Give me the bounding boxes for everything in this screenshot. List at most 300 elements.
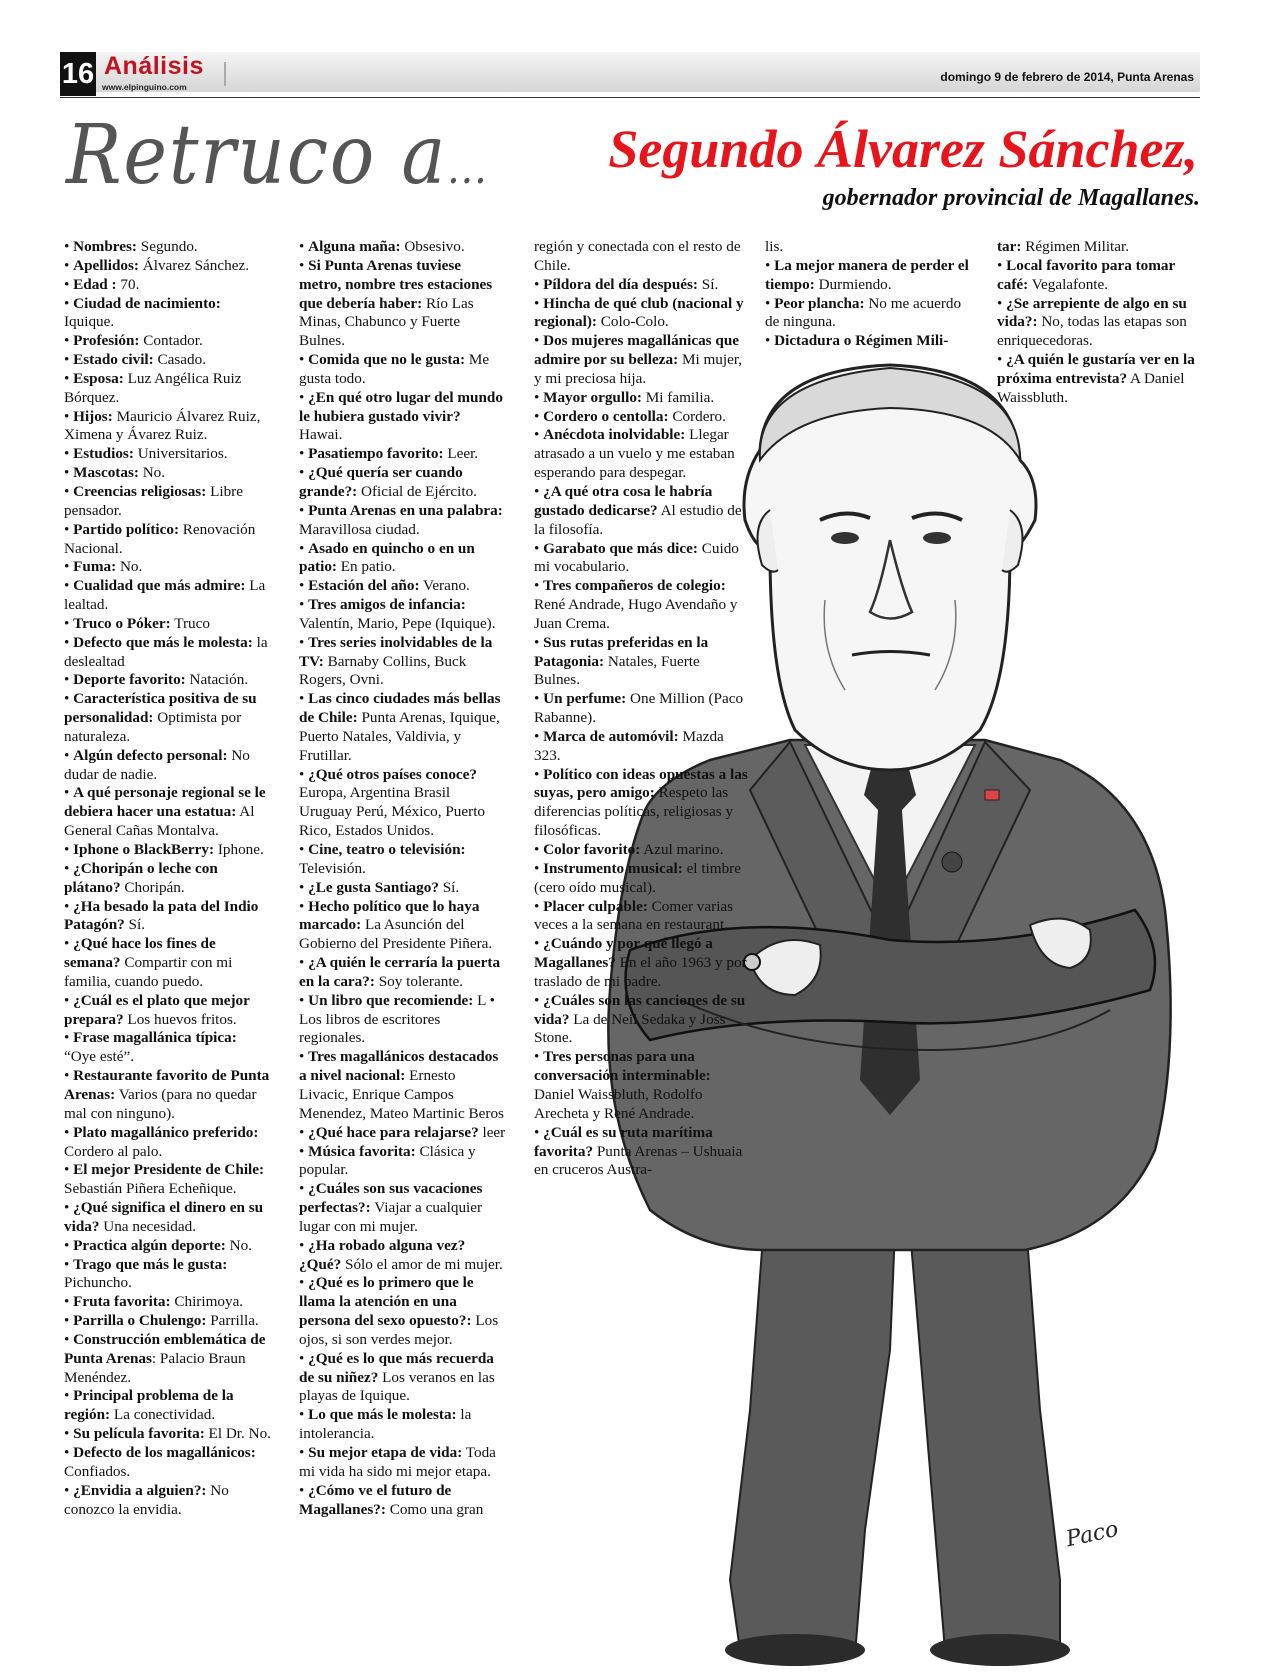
bullet-icon: • bbox=[64, 1444, 74, 1461]
qa-answer: Sólo el amor de mi mujer. bbox=[341, 1255, 503, 1273]
qa-item bbox=[64, 1331, 272, 1388]
bullet-icon: • bbox=[534, 690, 544, 708]
qa-question: Estudios: bbox=[73, 445, 134, 463]
bullet-icon: • bbox=[64, 238, 74, 255]
qa-item bbox=[299, 766, 507, 841]
bullet-icon: • bbox=[64, 482, 74, 500]
qa-question: Garabato que más dice: bbox=[543, 539, 698, 557]
artist-signature: Paco bbox=[1063, 1516, 1121, 1553]
bullet-icon: • bbox=[534, 539, 544, 557]
qa-question: Pasatiempo favorito: bbox=[308, 445, 444, 463]
bullet-icon: • bbox=[64, 1161, 74, 1179]
qa-item bbox=[64, 1161, 272, 1199]
bullet-icon: • bbox=[299, 991, 309, 1009]
qa-item bbox=[534, 276, 748, 295]
qa-item bbox=[534, 860, 748, 898]
bullet-icon: • bbox=[534, 727, 544, 745]
website-label: www.elpinguino.com bbox=[102, 82, 187, 92]
bullet-icon: • bbox=[64, 294, 74, 312]
bullet-icon: • bbox=[534, 482, 544, 500]
qa-item bbox=[64, 351, 272, 370]
qa-question: Edad : bbox=[73, 275, 117, 293]
qa-item bbox=[997, 257, 1197, 295]
qa-answer: Me gusta todo. bbox=[299, 351, 490, 387]
qa-item bbox=[64, 841, 272, 860]
qa-item bbox=[534, 238, 748, 276]
qa-item bbox=[64, 992, 272, 1030]
qa-question: Asado en quincho o en un patio: bbox=[299, 539, 475, 576]
bullet-icon: • bbox=[64, 614, 74, 632]
qa-answer: Maravillosa ciudad. bbox=[299, 520, 420, 538]
qa-question: ¿Cuándo y por qué llegó a Magallanes? bbox=[534, 935, 713, 972]
qa-question: Tres magallánicos destacados a nivel nacional: bbox=[299, 1048, 499, 1085]
qa-item bbox=[64, 935, 272, 992]
qa-item bbox=[299, 1124, 507, 1143]
qa-question: Hincha de qué club (nacional y regional): bbox=[534, 294, 744, 331]
qa-item bbox=[299, 1237, 507, 1275]
qa-answer: René Andrade, Hugo Avendaño y Juan Crema. bbox=[534, 596, 738, 632]
bullet-icon: • bbox=[997, 294, 1007, 312]
bullet-icon: • bbox=[299, 351, 309, 369]
bullet-icon: • bbox=[299, 596, 309, 614]
bullet-icon: • bbox=[299, 1123, 309, 1141]
qa-question: Anécdota inolvidable: bbox=[543, 426, 686, 444]
qa-item bbox=[534, 295, 748, 333]
qa-question: Parrilla o Chulengo: bbox=[73, 1312, 207, 1330]
qa-answer: Sebastián Piñera Echeñique. bbox=[64, 1180, 237, 1198]
bullet-icon: • bbox=[299, 765, 309, 783]
qa-item bbox=[64, 408, 272, 446]
interviewee-role: gobernador provincial de Magallanes. bbox=[822, 185, 1200, 211]
qa-answer: One Million (Paco Rabanne). bbox=[534, 690, 744, 727]
qa-column-2 bbox=[299, 238, 507, 1519]
qa-question: ¿Qué hace los fines de semana? bbox=[64, 935, 216, 972]
bullet-icon: • bbox=[64, 991, 74, 1009]
bullet-icon: • bbox=[64, 1236, 74, 1254]
qa-question: Mayor orgullo: bbox=[543, 388, 642, 406]
bullet-icon: • bbox=[299, 633, 309, 651]
qa-answer: No dudar de nadie. bbox=[64, 746, 250, 783]
qa-item bbox=[534, 898, 748, 936]
bullet-icon: • bbox=[534, 1123, 544, 1141]
qa-question: Comida que no le gusta: bbox=[308, 351, 466, 369]
qa-answer: Confiados. bbox=[64, 1462, 131, 1480]
qa-question: Defecto que más le molesta: bbox=[73, 633, 253, 651]
bullet-icon: • bbox=[64, 841, 74, 858]
qa-answer: Mi familia. bbox=[641, 388, 715, 406]
qa-answer: Universitarios. bbox=[133, 445, 228, 463]
qa-answer: Oficial de Ejército. bbox=[357, 482, 477, 500]
qa-answer: Viajar a cualquier lugar con mi mujer. bbox=[299, 1199, 483, 1235]
qa-question: Plato magallánico preferido: bbox=[73, 1123, 259, 1141]
qa-answer: A Daniel Waissbluth. bbox=[997, 369, 1185, 406]
qa-answer: No, todas las etapas son enriquecedoras. bbox=[997, 313, 1187, 350]
qa-answer: Cordero al palo. bbox=[64, 1142, 163, 1160]
qa-answer: Leer. bbox=[443, 445, 479, 463]
qa-item bbox=[299, 502, 507, 540]
qa-item bbox=[64, 671, 272, 690]
qa-answer: Vegalafonte. bbox=[1028, 275, 1109, 293]
bullet-icon: • bbox=[64, 1067, 74, 1085]
bullet-icon: • bbox=[64, 275, 74, 293]
qa-answer: Como una gran bbox=[385, 1500, 484, 1518]
bullet-icon: • bbox=[64, 1330, 74, 1348]
bullet-icon: • bbox=[64, 1387, 74, 1405]
bullet-icon: • bbox=[64, 520, 74, 538]
qa-question: Estación del año: bbox=[308, 577, 420, 595]
qa-question: A qué personaje regional se le debiera hacer una estatua: bbox=[64, 784, 266, 821]
qa-question: Deporte favorito: bbox=[73, 671, 186, 689]
qa-answer: “Oye esté”. bbox=[64, 1048, 134, 1066]
qa-answer: región y conectada con el resto de Chile. bbox=[534, 238, 741, 274]
qa-answer: Iphone. bbox=[214, 841, 264, 858]
qa-item bbox=[299, 1350, 507, 1407]
qa-answer: No. bbox=[225, 1236, 252, 1254]
header-rule bbox=[60, 97, 1200, 98]
qa-question: ¿A qué otra cosa le habría gustado dedicarse? bbox=[534, 482, 713, 519]
qa-answer: Natación. bbox=[185, 671, 249, 689]
qa-answer: Valentín, Mario, Pepe (Iquique). bbox=[299, 614, 496, 632]
qa-question: ¿A quién le gustaría ver en la próxima entrevista? bbox=[997, 351, 1195, 387]
qa-answer: La Asunción del Gobierno del Presidente Piñera. bbox=[299, 916, 493, 953]
qa-answer: El Dr. No. bbox=[204, 1425, 271, 1443]
qa-item bbox=[299, 1406, 507, 1444]
bullet-icon: • bbox=[64, 256, 74, 274]
bullet-icon: • bbox=[64, 1199, 74, 1217]
qa-question: Profesión: bbox=[73, 332, 140, 350]
publication-logo: Análisis bbox=[104, 52, 204, 80]
qa-answer: Mazda 323. bbox=[534, 727, 724, 764]
qa-question: Instrumento musical: bbox=[543, 859, 683, 877]
qa-item bbox=[997, 351, 1197, 408]
qa-item bbox=[299, 898, 507, 955]
bullet-icon: • bbox=[64, 464, 74, 482]
qa-item bbox=[299, 351, 507, 389]
qa-question: Defecto de los magallánicos: bbox=[73, 1444, 256, 1461]
qa-item bbox=[534, 690, 748, 728]
qa-question: La mejor manera de perder el tiempo: bbox=[765, 256, 969, 293]
bullet-icon: • bbox=[64, 1481, 74, 1499]
qa-question: Practica algún deporte: bbox=[73, 1236, 226, 1254]
qa-question: Estado civil: bbox=[73, 351, 154, 369]
interviewee-name: Segundo Álvarez Sánchez, bbox=[608, 119, 1198, 179]
bullet-icon: • bbox=[534, 991, 544, 1009]
qa-item bbox=[64, 784, 272, 841]
qa-answer: Al General Cañas Montalva. bbox=[64, 803, 255, 840]
qa-question: Su mejor etapa de vida: bbox=[308, 1444, 463, 1461]
qa-question: ¿Le gusta Santiago? bbox=[308, 878, 439, 896]
qa-item bbox=[64, 1293, 272, 1312]
qa-question: Partido político: bbox=[73, 520, 179, 538]
bullet-icon: • bbox=[64, 671, 74, 689]
qa-question: Hijos: bbox=[73, 407, 113, 425]
qa-question: ¿Cuál es el plato que mejor prepara? bbox=[64, 991, 250, 1028]
bullet-icon: • bbox=[299, 445, 309, 463]
qa-item bbox=[64, 615, 272, 634]
qa-item bbox=[299, 596, 507, 634]
bullet-icon: • bbox=[64, 351, 74, 369]
qa-answer: No. bbox=[116, 558, 143, 576]
qa-answer: Natales, Fuerte Bulnes. bbox=[534, 652, 700, 689]
qa-question: Iphone o BlackBerry: bbox=[73, 841, 215, 858]
qa-item bbox=[299, 577, 507, 596]
qa-question: El mejor Presidente de Chile: bbox=[73, 1161, 265, 1179]
qa-answer: Libre pensador. bbox=[64, 482, 243, 519]
bullet-icon: • bbox=[64, 332, 74, 350]
qa-item bbox=[64, 464, 272, 483]
qa-question: ¿Cuáles son las canciones de su vida? bbox=[534, 991, 746, 1028]
qa-answer: Punta Arenas – Ushuaia en cruceros Austra- bbox=[534, 1142, 743, 1179]
qa-item bbox=[299, 1180, 507, 1237]
qa-question: Dictadura o Régimen Mili- bbox=[774, 332, 949, 350]
bullet-icon: • bbox=[299, 690, 309, 708]
qa-answer: Una necesidad. bbox=[99, 1217, 197, 1235]
qa-question: Construcción emblemática de Punta Arenas bbox=[64, 1330, 266, 1367]
bullet-icon: • bbox=[64, 1255, 74, 1273]
qa-question: Truco o Póker: bbox=[73, 614, 171, 632]
qa-question: Si Punta Arenas tuviese metro, nombre tres estaciones que debería haber: bbox=[299, 256, 493, 312]
qa-answer: Casado. bbox=[153, 351, 207, 369]
qa-answer: Segundo. bbox=[136, 238, 198, 255]
qa-item bbox=[64, 295, 272, 333]
qa-item bbox=[299, 634, 507, 691]
qa-question: ¿Qué es lo primero que le llama la atención en una persona del sexo opuesto?: bbox=[299, 1274, 474, 1330]
bullet-icon: • bbox=[299, 897, 309, 915]
bullet-icon: • bbox=[534, 1048, 544, 1066]
bullet-icon: • bbox=[299, 256, 309, 274]
qa-question: Cine, teatro o televisión: bbox=[308, 841, 466, 858]
qa-question: Un perfume: bbox=[543, 690, 627, 708]
bullet-icon: • bbox=[64, 369, 74, 387]
qa-question: ¿Se arrepiente de algo en su vida?: bbox=[997, 294, 1187, 331]
qa-item bbox=[534, 992, 748, 1049]
qa-item bbox=[534, 1048, 748, 1123]
qa-item bbox=[299, 389, 507, 446]
bullet-icon: • bbox=[534, 407, 544, 425]
qa-question: Música favorita: bbox=[308, 1142, 416, 1160]
qa-item bbox=[534, 728, 748, 766]
qa-question: ¿A quién le cerraría la puerta en la cara?: bbox=[299, 954, 501, 990]
qa-answer: Punta Arenas, Iquique, Puerto Natales, Valdivia, y Frutillar. bbox=[299, 709, 500, 764]
qa-question: Tres series inolvidables de la TV: bbox=[299, 633, 493, 670]
qa-answer: En el año 1963 y por traslado de mi padre. bbox=[534, 954, 747, 990]
qa-answer: Contador. bbox=[139, 332, 203, 350]
section-title-prep: a bbox=[401, 108, 448, 203]
bullet-icon: • bbox=[299, 1180, 309, 1198]
qa-answer: Hawai. bbox=[299, 426, 343, 444]
qa-item bbox=[534, 332, 748, 389]
qa-answer: Televisión. bbox=[299, 859, 366, 877]
bullet-icon: • bbox=[299, 1142, 309, 1160]
bullet-icon: • bbox=[64, 784, 74, 802]
section-title-dots: ... bbox=[447, 143, 488, 194]
qa-item bbox=[534, 935, 748, 992]
bullet-icon: • bbox=[64, 1425, 74, 1443]
qa-question: Característica positiva de su personalidad: bbox=[64, 690, 257, 727]
qa-question: ¿Qué es lo que más recuerda de su niñez? bbox=[299, 1349, 494, 1386]
bullet-icon: • bbox=[64, 1312, 74, 1330]
bullet-icon: • bbox=[765, 256, 775, 274]
bullet-icon: • bbox=[299, 1481, 309, 1499]
qa-item bbox=[299, 1048, 507, 1123]
qa-answer: Ernesto Livacic, Enrique Campos Menendez, Mateo Martinic Beros bbox=[299, 1067, 504, 1122]
bullet-icon: • bbox=[299, 878, 309, 896]
qa-item bbox=[534, 408, 748, 427]
qa-question: Ciudad de nacimiento: bbox=[73, 294, 221, 312]
bullet-icon: • bbox=[299, 501, 309, 519]
qa-answer: Llegar atrasado a un vuelo y me estaban esperando para despegar. bbox=[534, 426, 735, 482]
qa-answer: No. bbox=[138, 464, 166, 482]
bullet-icon: • bbox=[64, 558, 74, 576]
qa-item bbox=[299, 992, 507, 1049]
qa-question: Un libro que recomiende: bbox=[308, 991, 474, 1009]
bullet-icon: • bbox=[534, 841, 544, 858]
qa-answer: La de Neil Sedaka y Joss Stone. bbox=[534, 1010, 726, 1047]
bullet-icon: • bbox=[64, 859, 74, 877]
qa-item bbox=[64, 1237, 272, 1256]
page-number: 16 bbox=[60, 52, 96, 96]
qa-answer: Chirimoya. bbox=[170, 1293, 244, 1311]
qa-item bbox=[64, 1256, 272, 1294]
qa-item bbox=[64, 1067, 272, 1124]
bullet-icon: • bbox=[534, 765, 544, 783]
bullet-icon: • bbox=[299, 841, 309, 858]
qa-answer: Régimen Militar. bbox=[1021, 238, 1130, 255]
bullet-icon: • bbox=[64, 633, 74, 651]
bullet-icon: • bbox=[534, 633, 544, 651]
bullet-icon: • bbox=[997, 256, 1007, 274]
qa-question: ¿Ha robado alguna vez? ¿Qué? bbox=[299, 1236, 466, 1273]
bullet-icon: • bbox=[64, 897, 74, 915]
qa-answer: No conozco la envidia. bbox=[64, 1481, 229, 1518]
qa-item bbox=[64, 634, 272, 672]
section-title bbox=[66, 108, 488, 203]
bullet-icon: • bbox=[534, 859, 544, 877]
qa-item bbox=[299, 238, 507, 257]
qa-answer: Álvarez Sánchez. bbox=[138, 256, 250, 274]
qa-question: Tres compañeros de colegio: bbox=[543, 577, 726, 595]
qa-item bbox=[64, 1444, 272, 1482]
qa-item bbox=[765, 295, 970, 333]
qa-question: Trago que más le gusta: bbox=[73, 1255, 228, 1273]
qa-item bbox=[299, 841, 507, 879]
qa-item bbox=[765, 238, 970, 257]
qa-answer: Europa, Argentina Brasil Uruguay Perú, México, Puerto Rico, Estados Unidos. bbox=[299, 784, 486, 840]
qa-item bbox=[64, 1199, 272, 1237]
bullet-icon: • bbox=[64, 1123, 74, 1141]
qa-item bbox=[997, 295, 1197, 352]
qa-item bbox=[534, 540, 748, 578]
qa-answer: Renovación Nacional. bbox=[64, 520, 256, 557]
qa-column-3 bbox=[534, 238, 748, 1180]
qa-answer: Sí. bbox=[697, 275, 719, 293]
qa-item bbox=[64, 1029, 272, 1067]
qa-item bbox=[997, 238, 1197, 257]
qa-answer: Iquique. bbox=[64, 313, 115, 331]
qa-answer: Respeto las diferencias políticas, religiosas y filosóficas. bbox=[534, 784, 734, 840]
qa-answer: En patio. bbox=[336, 558, 396, 576]
qa-answer: Truco bbox=[170, 614, 210, 632]
qa-question: Esposa: bbox=[73, 369, 124, 387]
page-header bbox=[60, 52, 1200, 96]
qa-question: Apellidos: bbox=[73, 256, 139, 274]
qa-item bbox=[64, 1482, 272, 1520]
qa-item bbox=[299, 1143, 507, 1181]
qa-answer: la intolerancia. bbox=[299, 1406, 472, 1443]
qa-item bbox=[64, 521, 272, 559]
qa-item bbox=[299, 690, 507, 765]
qa-question: Local favorito para tomar café: bbox=[997, 256, 1175, 293]
qa-answer: Durmiendo. bbox=[814, 275, 892, 293]
qa-answer: La lealtad. bbox=[64, 577, 266, 614]
bullet-icon: • bbox=[64, 445, 74, 463]
qa-item bbox=[534, 841, 748, 860]
qa-answer: Choripán. bbox=[120, 878, 185, 896]
qa-item bbox=[64, 558, 272, 577]
qa-question: ¿Cómo ve el futuro de Magallanes?: bbox=[299, 1481, 452, 1518]
bullet-icon: • bbox=[64, 690, 74, 708]
qa-question: Punta Arenas en una palabra: bbox=[308, 501, 503, 519]
qa-answer: Azul marino. bbox=[640, 841, 724, 858]
qa-question: Sus rutas preferidas en la Patagonia: bbox=[534, 633, 709, 670]
bullet-icon: • bbox=[299, 1236, 309, 1254]
qa-item bbox=[765, 332, 970, 351]
qa-answer: leer bbox=[478, 1123, 506, 1141]
bullet-icon: • bbox=[534, 426, 544, 444]
qa-item bbox=[64, 898, 272, 936]
qa-question: Cualidad que más admire: bbox=[73, 577, 246, 595]
qa-question: Dos mujeres magallánicas que admire por su belleza: bbox=[534, 332, 740, 369]
bullet-icon: • bbox=[299, 1274, 309, 1292]
qa-item bbox=[534, 1124, 748, 1181]
qa-question: ¿Qué significa el dinero en su vida? bbox=[64, 1199, 264, 1235]
bullet-icon: • bbox=[64, 577, 74, 595]
bullet-icon: • bbox=[534, 294, 544, 312]
qa-question: Alguna maña: bbox=[308, 238, 401, 255]
bullet-icon: • bbox=[299, 577, 309, 595]
bullet-icon: • bbox=[64, 407, 74, 425]
qa-answer: Barnaby Collins, Buck Rogers, Ovni. bbox=[299, 652, 467, 689]
qa-item bbox=[534, 634, 748, 691]
bullet-icon: • bbox=[534, 388, 544, 406]
qa-question: Tres personas para una conversación interminable: bbox=[534, 1048, 711, 1085]
qa-item bbox=[299, 540, 507, 578]
bullet-icon: • bbox=[64, 935, 74, 953]
qa-column-4 bbox=[765, 238, 970, 351]
qa-answer: Sí. bbox=[124, 916, 146, 934]
qa-item bbox=[299, 464, 507, 502]
qa-answer: No me acuerdo de ninguna. bbox=[765, 294, 962, 331]
qa-question: Frase magallánica típica: bbox=[73, 1029, 237, 1047]
bullet-icon: • bbox=[299, 1406, 309, 1424]
qa-question: ¿Qué otros países conoce? bbox=[308, 765, 478, 783]
qa-item bbox=[64, 483, 272, 521]
qa-answer: Soy tolerante. bbox=[374, 972, 464, 990]
bullet-icon: • bbox=[299, 238, 309, 255]
qa-question: ¿Cuáles son sus vacaciones perfectas?: bbox=[299, 1180, 483, 1217]
qa-item bbox=[299, 445, 507, 464]
qa-answer: Parrilla. bbox=[206, 1312, 259, 1330]
qa-answer: Sí. bbox=[438, 878, 460, 896]
qa-item bbox=[64, 370, 272, 408]
qa-item bbox=[64, 445, 272, 464]
qa-column-5 bbox=[997, 238, 1197, 408]
qa-question: ¿En qué otro lugar del mundo le hubiera gustado vivir? bbox=[299, 388, 503, 425]
qa-answer: Los huevos fritos. bbox=[123, 1010, 237, 1028]
qa-item bbox=[64, 257, 272, 276]
qa-item bbox=[64, 332, 272, 351]
qa-question: Nombres: bbox=[73, 238, 137, 255]
